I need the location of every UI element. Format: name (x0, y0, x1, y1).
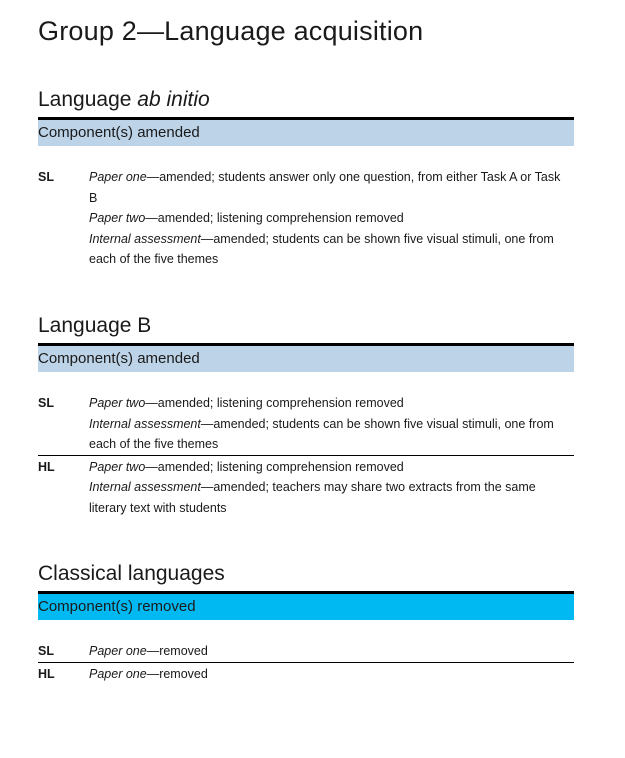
component-item (89, 641, 570, 662)
component-name: Paper two (89, 459, 146, 474)
level-label: SL (38, 644, 54, 658)
section-language-b (38, 309, 574, 518)
component-rows (38, 640, 574, 684)
component-item (89, 664, 570, 685)
level-label: SL (38, 396, 54, 410)
component-list (89, 167, 574, 270)
band-label: Component(s) amended (38, 350, 200, 367)
component-band (38, 591, 574, 620)
table-row (38, 640, 574, 662)
component-description: —amended; listening comprehension removed (145, 459, 404, 474)
component-name: Internal assessment (89, 231, 201, 246)
component-band (38, 343, 574, 372)
component-description: —removed (146, 666, 208, 681)
component-description: —amended; students can be shown five visual stimuli, one from each of the five themes (89, 231, 554, 266)
component-item (89, 414, 570, 455)
section-title: Classical languages (38, 562, 225, 585)
component-list (89, 457, 574, 519)
component-rows (38, 392, 574, 518)
section-title-italic: ab initio (137, 88, 210, 111)
table-row (38, 392, 574, 455)
level-label: SL (38, 170, 54, 184)
component-name: Paper one (89, 644, 147, 658)
band-label: Component(s) removed (38, 598, 196, 615)
component-description: —amended; listening comprehension removed (145, 396, 404, 410)
component-name: Paper two (89, 211, 146, 225)
component-list (89, 393, 574, 455)
component-description: —amended; listening comprehension removed (145, 211, 404, 225)
component-name: Internal assessment (89, 416, 201, 431)
level-label: HL (38, 459, 55, 474)
component-name: Paper two (89, 396, 146, 410)
table-row (38, 166, 574, 270)
section-classical-languages (38, 557, 574, 684)
component-item (89, 457, 570, 478)
component-description: —amended; teachers may share two extracts from the same literary text with students (89, 480, 536, 515)
level-label: HL (38, 666, 55, 681)
component-name: Paper one (89, 666, 147, 681)
component-list (89, 641, 574, 662)
section-title-text: Language (38, 88, 138, 111)
component-item (89, 208, 570, 229)
component-rows (38, 166, 574, 270)
table-row (38, 455, 574, 519)
section-title (38, 83, 574, 117)
component-description: —amended; students can be shown five visual stimuli, one from each of the five themes (89, 416, 554, 451)
component-description: —amended; students answer only one question, from either Task A or Task B (89, 170, 561, 205)
component-name: Paper one (89, 170, 147, 184)
component-item (89, 167, 570, 208)
band-label: Component(s) amended (38, 124, 200, 141)
component-description: —removed (146, 644, 208, 658)
component-name: Internal assessment (89, 480, 201, 494)
component-list (89, 664, 574, 685)
component-item (89, 393, 570, 414)
component-band (38, 117, 574, 146)
section-language-ab-initio (38, 83, 574, 270)
component-item (89, 477, 570, 518)
page-title: Group 2—Language acquisition (38, 16, 424, 46)
table-row (38, 662, 574, 685)
component-item (89, 229, 570, 270)
section-title: Language B (38, 314, 152, 337)
